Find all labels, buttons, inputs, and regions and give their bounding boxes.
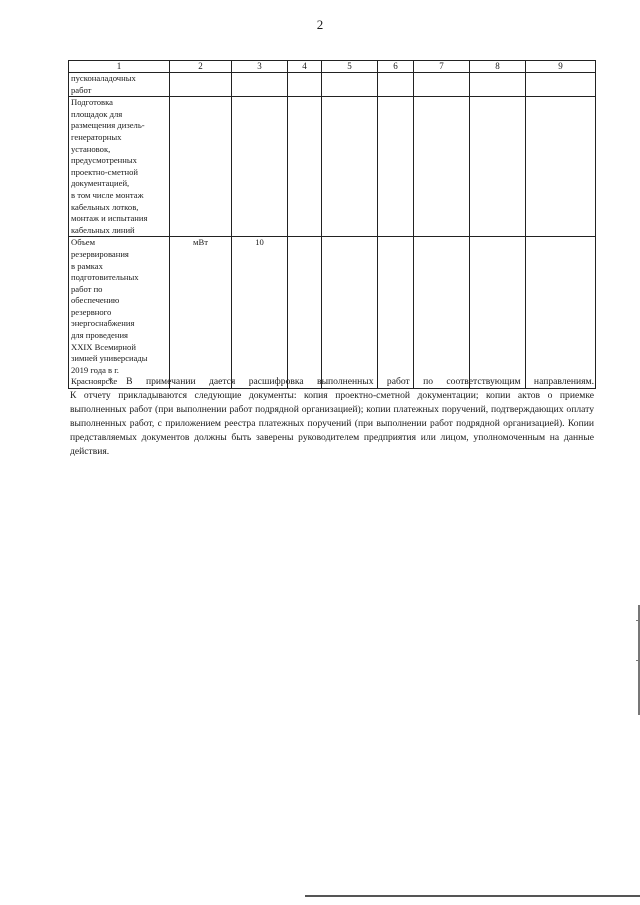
row-description: Подготовка площадок для размещения дизель- генераторных установок, предусмотренных проектно-сметной документацией, в том числе монтаж кабельных лотков, монтаж и испытания кабельных линий [69,97,170,237]
table-cell [414,97,470,237]
row-description: пусконаладочных работ [69,73,170,97]
table-cell [470,73,526,97]
table-cell [526,237,596,389]
table-cell [288,73,322,97]
scan-bottom-line [305,895,640,897]
table-cell [322,97,378,237]
row-description: Объем резервирования в рамках подготовительных работ по обеспечению резервного энергоснабжения для проведения XXIX Всемирной зимней универсиады 2019 года в г. Красноярске [69,237,170,389]
column-number-row [69,61,596,73]
table-cell [322,73,378,97]
table-cell [526,73,596,97]
footnote [70,375,594,459]
table-row [69,97,596,237]
report-table [68,60,596,389]
table-cell [414,237,470,389]
scan-edge-tick [636,660,640,661]
column-header: 4 [288,61,322,73]
table-cell [526,97,596,237]
column-header: 3 [232,61,288,73]
row-unit [170,97,232,237]
row-unit: мВт [170,237,232,389]
footnote-note: * В примечании дается расшифровка выполненных работ по соответствующим направлениям. [108,376,594,387]
column-header: 7 [414,61,470,73]
page-number: 2 [316,17,324,32]
table-cell [288,237,322,389]
column-header: 2 [170,61,232,73]
row-value: 10 [232,237,288,389]
table-cell [322,237,378,389]
footnote-documents: К отчету прикладываются следующие документы: копия проектно-сметной документации; копии актов о приемке выполненных работ (при выполнении работ подрядной организацией); копии платежных поручений, подтверждающих оплату выполненных работ, с приложением реестра платежных поручений (при выполнении работ подрядной организацией). Копии представляемых документов должны быть заверены руководителем предприятия или лицом, уполномоченным на данные действия. [70,390,594,457]
table-cell [470,237,526,389]
column-header: 9 [526,61,596,73]
table-cell [414,73,470,97]
scan-edge-tick [636,620,640,621]
column-header: 6 [378,61,414,73]
column-header: 1 [69,61,170,73]
column-header: 5 [322,61,378,73]
row-value [232,97,288,237]
table-cell [470,97,526,237]
table-cell [378,237,414,389]
row-unit [170,73,232,97]
row-value [232,73,288,97]
column-header: 8 [470,61,526,73]
table-cell [378,73,414,97]
table-cell [378,97,414,237]
table-row [69,73,596,97]
table-cell [288,97,322,237]
table-row [69,237,596,389]
